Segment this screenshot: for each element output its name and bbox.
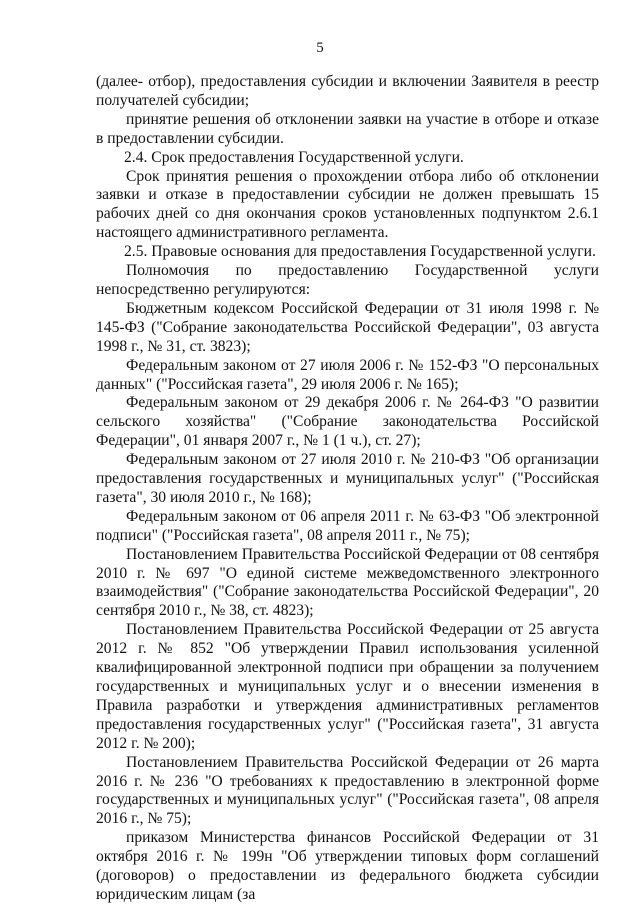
page-number: 5 — [316, 40, 324, 56]
paragraph-powers-regulated: Полномочия по предоставлению Государственной услуги непосредственно регулируются: — [96, 262, 599, 298]
paragraph-decision-deadline: Срок принятия решения о прохождении отбора либо об отклонении заявки и отказе в предоставлении субсидии не должен превышать 15 рабочих дней со дня окончания сроков установленных подпунктом 2.6.1 настоящего административного регламента. — [96, 167, 599, 242]
section-2-4-heading: 2.4. Срок предоставления Государственной услуги. — [124, 148, 464, 166]
paragraph-law-264: Федеральным законом от 29 декабря 2006 г. № 264-ФЗ "О развитии сельского хозяйства" ("Собрание законодательства Российской Федерации", 01 января 2007 г., № 1 (1 ч.), ст. 27); — [96, 394, 599, 450]
section-2-5-heading: 2.5. Правовые основания для предоставления Государственной услуги. — [124, 243, 596, 261]
paragraph-law-152: Федеральным законом от 27 июля 2006 г. № 152-ФЗ "О персональных данных" ("Российская газета", 29 июля 2006 г. № 165); — [96, 356, 599, 393]
paragraph-law-210: Федеральным законом от 27 июля 2010 г. № 210-ФЗ "Об организации предоставления государственных и муниципальных услуг" ("Российская газета", 30 июля 2010 г., № 168); — [96, 451, 599, 506]
paragraph-selection-continuation: (далее- отбор), предоставления субсидии и включении Заявителя в реестр получателей субсидии; — [96, 73, 599, 109]
document-body — [96, 73, 599, 905]
paragraph-decree-852: Постановлением Правительства Российской Федерации от 25 августа 2012 г. № 852 "Об утверждении Правил использования усиленной квалифицированной электронной подписи при обращении за получением государственных и муниципальных услуг и о внесении изменения в Правила разработки и утверждения административных регламентов предоставления государственных услуг" ("Российская газета", 31 августа 2012 г. № 200); — [96, 621, 599, 752]
paragraph-rejection-decision: принятие решения об отклонении заявки на участие в отборе и отказе в предоставлении субсидии. — [96, 110, 599, 147]
paragraph-law-63: Федеральным законом от 06 апреля 2011 г. № 63-ФЗ "Об электронной подписи" ("Российская газета", 08 апреля 2011 г., № 75); — [96, 507, 599, 544]
paragraph-decree-697: Постановлением Правительства Российской Федерации от 08 сентября 2010 г. № 697 "О единой системе межведомственного электронного взаимодействия" ("Собрание законодательства Российской Федерации", 20 сентября 2010 г., № 38, ст. 4823); — [96, 545, 599, 620]
paragraph-decree-236: Постановлением Правительства Российской Федерации от 26 марта 2016 г. № 236 "О требованиях к предоставлению в электронной форме государственных и муниципальных услуг" ("Российская газета", 08 апреля 2016 г., № 75); — [96, 753, 599, 828]
paragraph-budget-code: Бюджетным кодексом Российской Федерации от 31 июля 1998 г. № 145-ФЗ ("Собрание законодательства Российской Федерации", 03 августа 1998 г., № 31, ст. 3823); — [96, 299, 599, 355]
paragraph-order-199n: приказом Министерства финансов Российской Федерации от 31 октября 2016 г. № 199н "Об утверждении типовых форм соглашений (договоров) о предоставлении из федерального бюджета субсидии юридическим лицам (за — [96, 829, 599, 903]
